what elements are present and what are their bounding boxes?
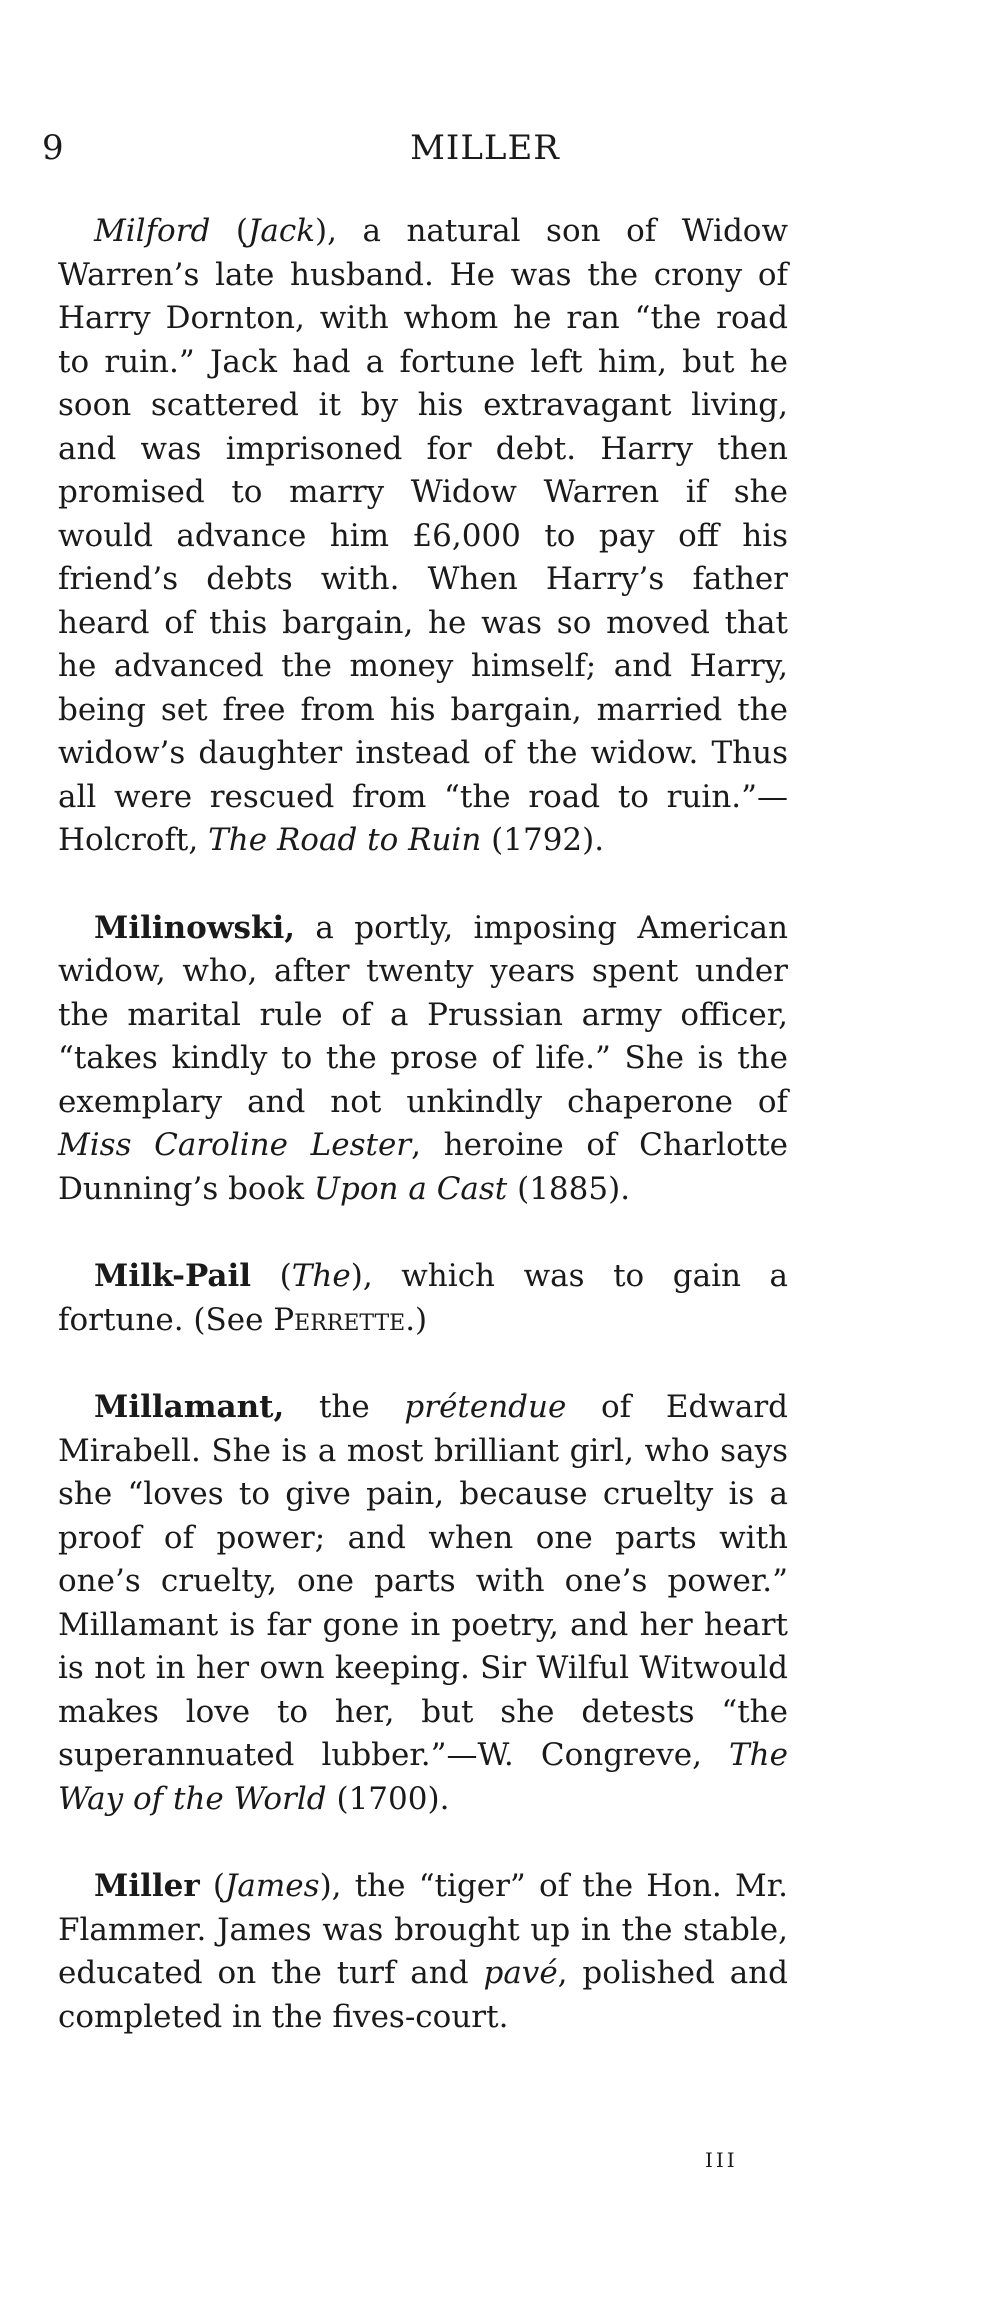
entry-qualifier: The [291, 1258, 351, 1294]
entry-italic: prétendue [404, 1389, 567, 1425]
dictionary-entries [58, 210, 788, 2083]
entry-miller: Miller (James), the “tiger” of the Hon. Mr. Flammer. James was brought up in the stable, educated on the turf and pavé, polished and completed in the fives-court. [58, 1868, 788, 2035]
entry-millamant [58, 1386, 788, 1821]
cross-reference: Perrette [273, 1301, 406, 1338]
work-title: The Way of the World [58, 1737, 788, 1817]
entry-text: a portly, imposing American widow, who, after twenty years spent under the marital rule of a Prussian army officer, “takes kindly to the prose of life.” She is the exemplary and not unkindly chaperone of [58, 909, 788, 1120]
entry-headword: Millamant, [94, 1389, 285, 1425]
entry-headword: Milk-Pail [94, 1258, 252, 1294]
entry-text: of Edward Mirabell. She is a most brilliant girl, who says she “loves to give pain, because cruelty is a proof of power; and when one parts with one’s cruelty, one parts with one’s power.” Millamant is far gone in poetry, and her heart is not in her own keeping. Sir Wilful Witwould makes love to her, but she detests “the superannuated lubber.”—W. Congreve, [58, 1389, 788, 1773]
entry-milinowski [58, 907, 788, 1212]
entry-italic: Miss Caroline Lester [58, 1127, 412, 1163]
entry-text: , the “tiger” of the Hon. Mr. Flammer. James was brought up in the stable, educated on the turf and [58, 1868, 788, 1991]
entry-headword: Milford [94, 213, 211, 249]
entry-headword: Miller [94, 1868, 200, 1904]
entry-text: the [284, 1389, 405, 1425]
page-number: 9 [42, 128, 64, 168]
work-title: Upon a Cast [313, 1170, 508, 1207]
entry-italic: pavé [483, 1955, 558, 1991]
entry-text: (1792). [481, 822, 605, 858]
entry-text: , a natural son of Widow Warren’s late husband. He was the crony of Harry Dornton, with whom he ran “the road to ruin.” Jack had a fortune left him, but he soon scattered it by his extravagant living, and was imprisoned for debt. Harry then promised to marry Widow Warren if she would advance him £6,000 to pay off his friend’s debts with. When Harry’s father heard of this bargain, he was so moved that he advanced the money himself; and Harry, being set free from his bargain, married the widow’s daughter instead of the widow. Thus all were rescued from “the road to ruin.”—Holcroft, [58, 213, 788, 858]
entry-headword: Milinowski, [94, 909, 296, 946]
entry-milk-pail: Milk-Pail (The), which was to gain a fortune. (See Perrette.) [58, 1258, 789, 1338]
entry-qualifier: James [225, 1868, 320, 1904]
entry-text: (1885). [507, 1170, 631, 1207]
entry-text: (1700). [326, 1780, 450, 1817]
entry-text: , polished and completed in the fives-court. [58, 1955, 788, 2035]
entry-text: , heroine of Charlotte Dunning’s book [58, 1127, 788, 1207]
entry-qualifier: Jack [247, 213, 316, 249]
entry-text: , which was to gain a fortune. (See [58, 1258, 789, 1338]
entry-text: .) [405, 1301, 428, 1338]
entry-milford: Milford (Jack), a natural son of Widow Warren’s late husband. He was the crony of Harry Dornton, with whom he ran “the road to ruin.” Jack had a fortune left him, but he soon scattered it by his extravagant living, and was imprisoned for debt. Harry then promised to marry Widow Warren if she would advance him £6,000 to pay off his friend’s debts with. When Harry’s father heard of this bargain, he was so moved that he advanced the money himself; and Harry, being set free from his bargain, married the widow’s daughter instead of the widow. Thus all were rescued from “the road to ruin.”—Holcroft, The Road to Ruin (1792). [58, 213, 788, 858]
running-head: MILLER [410, 128, 560, 168]
work-title: The Road to Ruin [208, 822, 482, 858]
signature-mark: III [705, 2148, 738, 2172]
